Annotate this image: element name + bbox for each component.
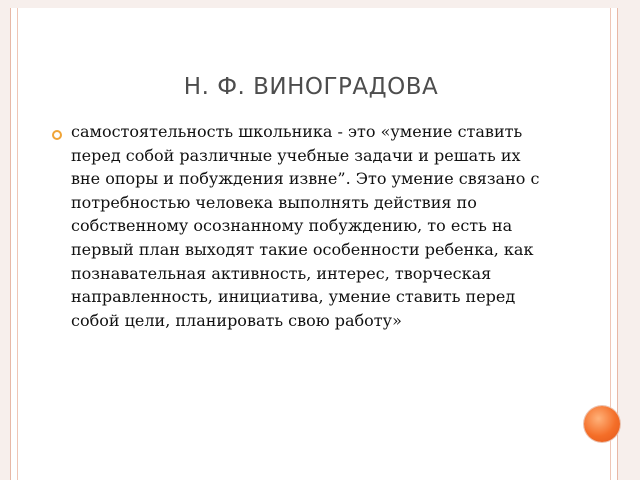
decorative-orb-icon (584, 406, 620, 442)
bullet-circle-icon (52, 130, 62, 140)
bullet-text: самостоятельность школьника - это «умение ставить перед собой различные учебные задачи и решать их вне опоры и побуждения извне”. Это умение связано с потребностью человека выполнять действия по собственному осознанному побуждению, то есть на первый план выходят такие особенности ребенка, как познавательная активность, интерес, творческая направленность, инициатива, умение ставить перед собой цели, планировать свою работу» (71, 122, 540, 330)
slide-title: Н. Ф. ВИНОГРАДОВА (183, 74, 439, 100)
slide (10, 8, 618, 480)
